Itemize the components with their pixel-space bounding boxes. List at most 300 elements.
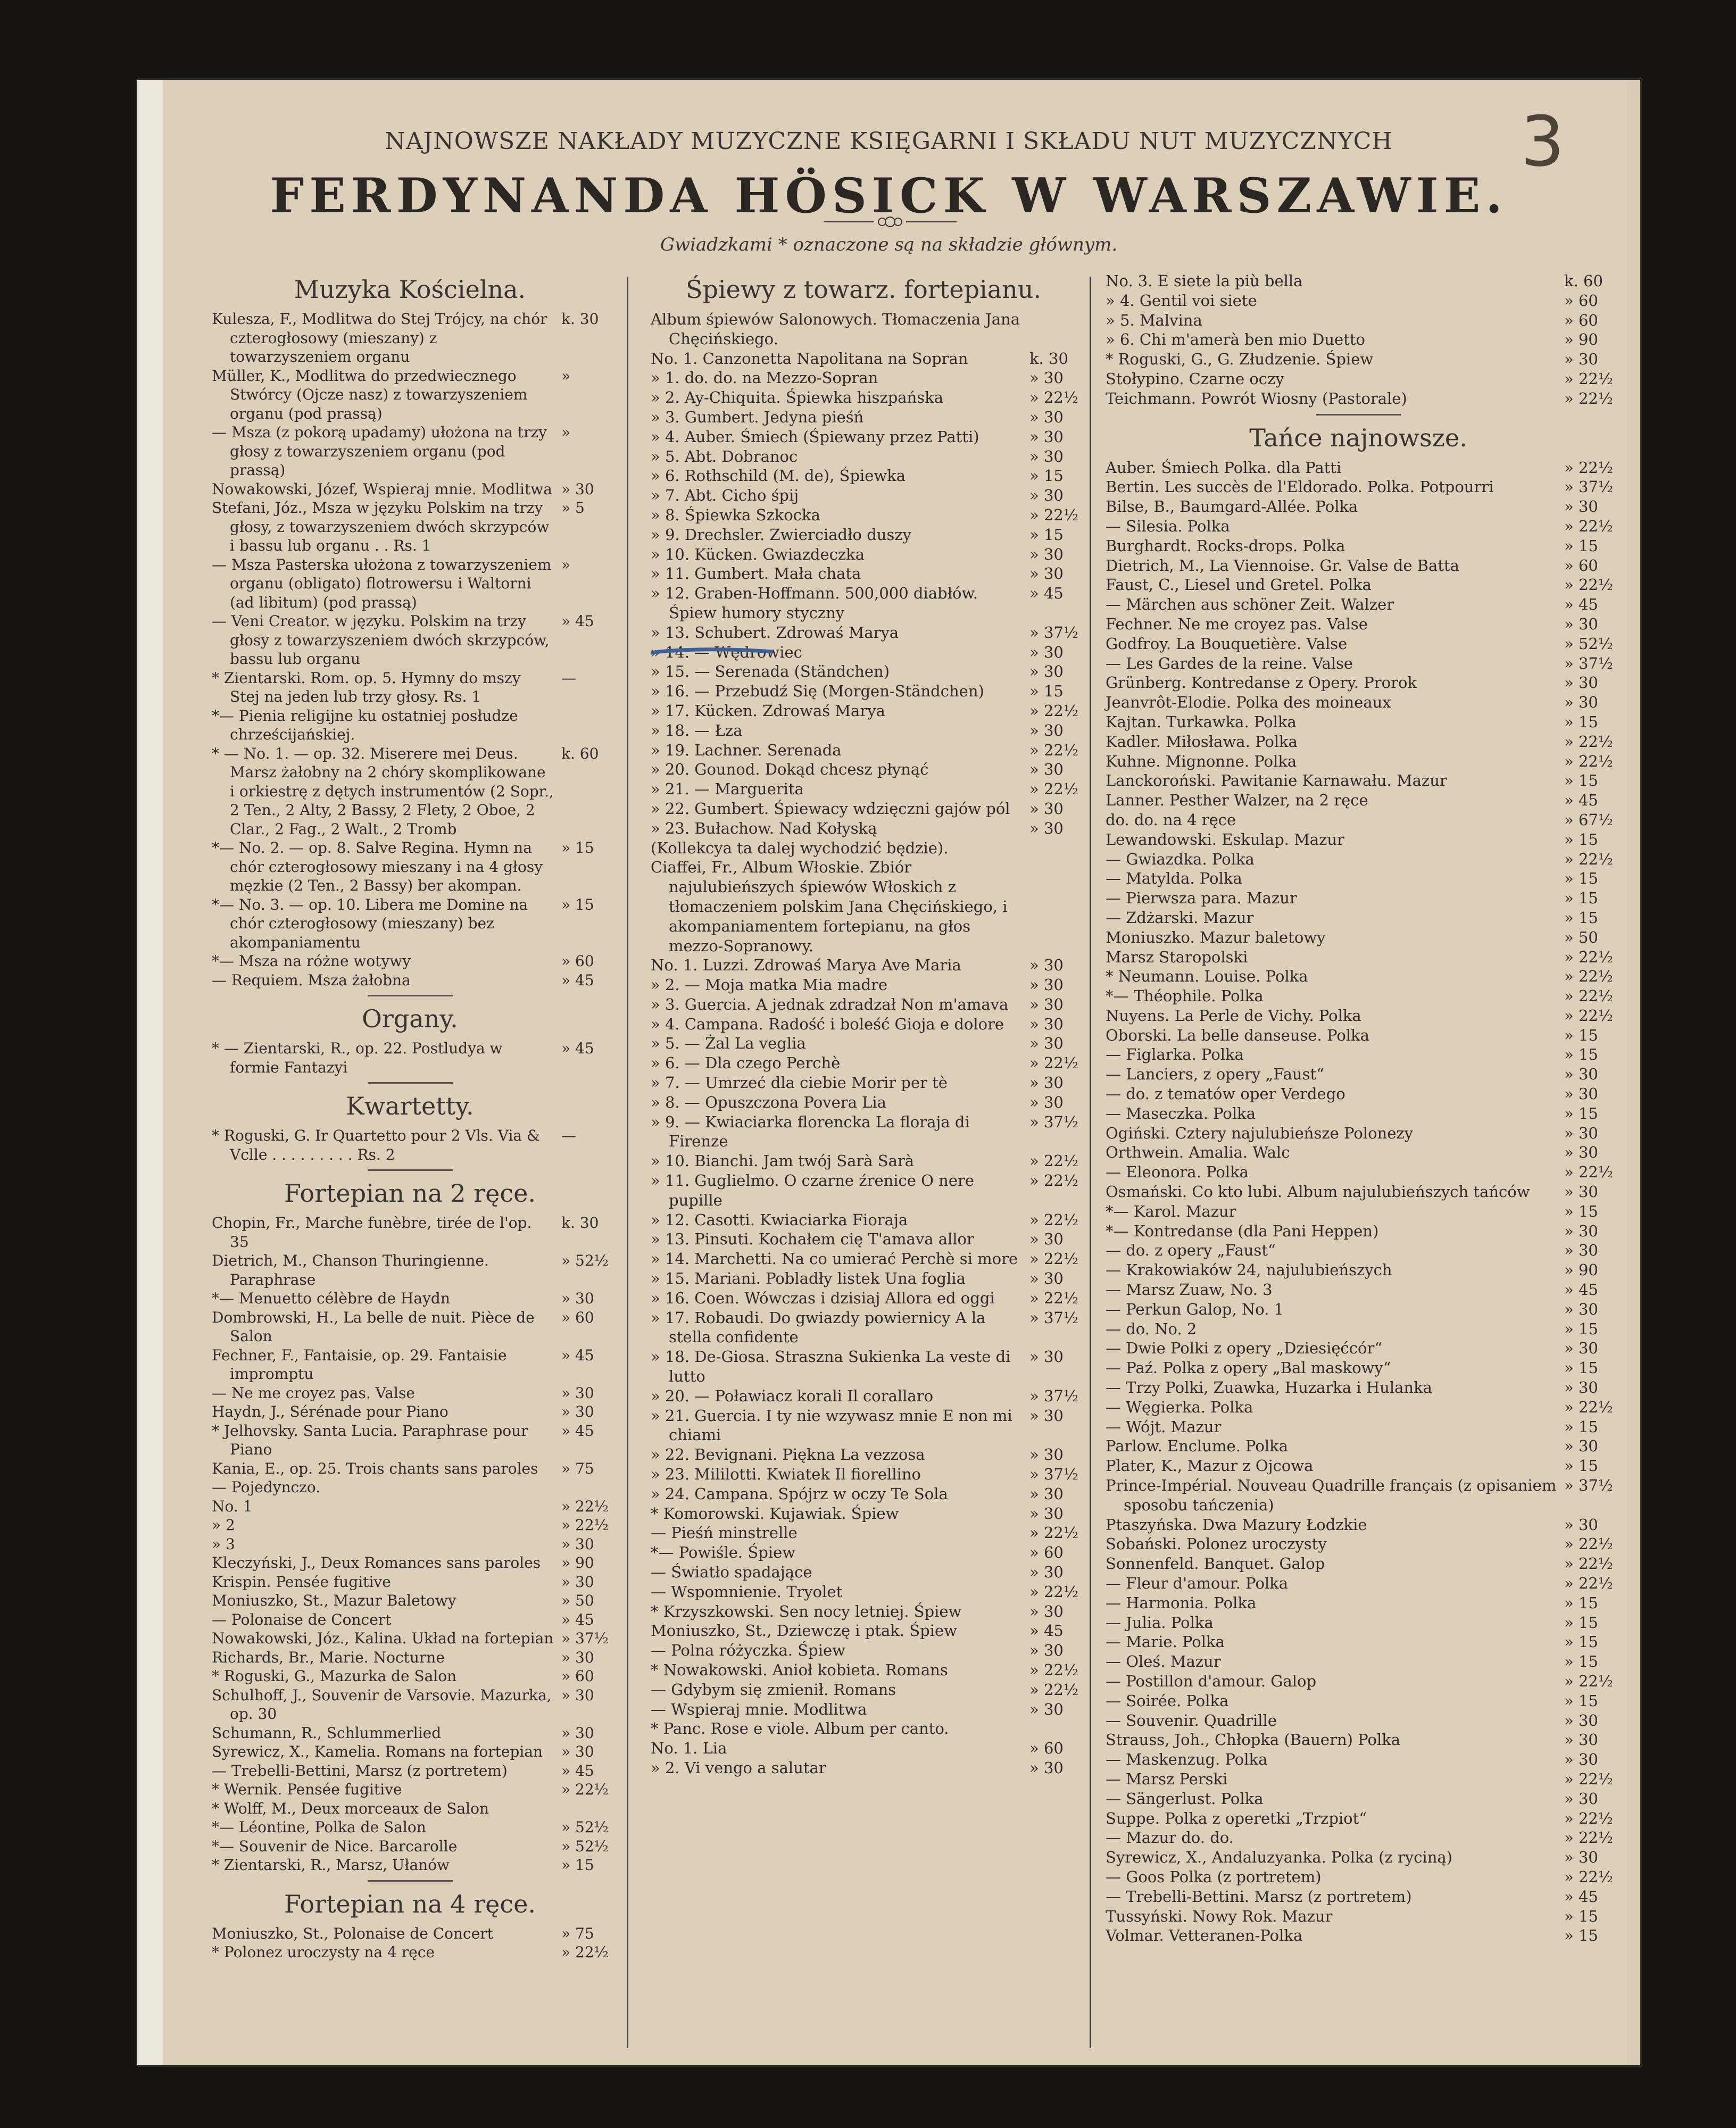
entry-title: No. 1	[212, 1497, 253, 1515]
entry-price: » 45	[561, 1040, 594, 1057]
entry-price: » 30	[1564, 1241, 1598, 1260]
entry-price: » 30	[1029, 1563, 1064, 1581]
entry-price: » 22½	[1564, 1769, 1613, 1788]
entry-title: *— Pienia religijne ku ostatniej posłudze chrześcijańskiej.	[212, 706, 518, 743]
entry-price: » 22½	[1564, 987, 1613, 1005]
entry-title: — Trzy Polki, Zuawka, Huzarka i Hulanka	[1106, 1378, 1432, 1397]
catalog-entry	[1106, 1926, 1611, 1946]
entry-price: » 30	[1029, 721, 1064, 739]
entry-title: * Jelhovsky. Santa Lucia. Paraphrase pour Piano	[212, 1422, 528, 1458]
catalog-entry	[212, 367, 608, 423]
catalog-entry	[212, 1251, 608, 1289]
entry-title: Lewandowski. Eskulap. Mazur	[1106, 830, 1344, 849]
entry-title: — Krakowiaków 24, najulubieńszych	[1106, 1261, 1392, 1279]
entry-price: » 30	[1564, 350, 1598, 369]
entry-title: — Pieśń minstrelle	[651, 1524, 798, 1542]
catalog-page	[137, 80, 1640, 2065]
catalog-entry	[1106, 311, 1611, 330]
catalog-entry	[651, 662, 1076, 681]
catalog-entry	[651, 1700, 1076, 1719]
catalog-entry	[1106, 1789, 1611, 1809]
entry-price: » 22½	[1564, 1006, 1613, 1025]
catalog-entry	[1106, 1104, 1611, 1124]
entry-price: » 22½	[1564, 369, 1613, 388]
entry-price: » 30	[1029, 369, 1064, 387]
catalog-entry	[651, 1308, 1076, 1348]
entry-price: » 22½	[1029, 701, 1078, 720]
entry-title: — Perkun Galop, No. 1	[1106, 1300, 1284, 1318]
catalog-entry	[212, 1308, 608, 1346]
entry-price: » 30	[1029, 1602, 1064, 1620]
catalog-entry	[651, 310, 1076, 349]
entry-price: » 30	[1029, 1269, 1064, 1288]
entry-price: » 22½	[1564, 1828, 1613, 1847]
entry-title: * Krzyszkowski. Sen nocy letniej. Śpiew	[651, 1602, 962, 1620]
entry-price: » 30	[1029, 1484, 1064, 1503]
entry-title: Chopin, Fr., Marche funèbre, tirée de l'op. 35	[212, 1214, 532, 1251]
catalog-entry	[1106, 271, 1611, 291]
entry-price: » 30	[1029, 564, 1064, 583]
entry-title: Teichmann. Powrót Wiosny (Pastorale)	[1106, 389, 1407, 408]
catalog-entry	[212, 1039, 608, 1077]
entry-title: » 18. — Łza	[651, 721, 743, 739]
catalog-entry	[651, 819, 1076, 838]
entry-price: » 30	[1029, 1348, 1064, 1366]
entry-title: *— Souvenir de Nice. Barcarolle	[212, 1837, 458, 1855]
catalog-entry	[1106, 752, 1611, 771]
catalog-entry	[212, 1289, 608, 1308]
catalog-entry	[651, 1112, 1076, 1152]
entry-title: * Polonez uroczysty na 4 ręce	[212, 1943, 435, 1961]
catalog-entry	[651, 427, 1076, 447]
entry-title: — Figlarka. Polka	[1106, 1045, 1244, 1064]
catalog-entry	[1106, 771, 1611, 791]
entry-price: » 30	[561, 480, 594, 498]
blue-ink-underline	[651, 646, 773, 656]
entry-price: » 30	[1029, 662, 1064, 681]
entry-price: » 30	[1564, 1378, 1598, 1397]
entry-price: k. 30	[561, 310, 599, 328]
entry-title: Plater, K., Mazur z Ojcowa	[1106, 1457, 1314, 1475]
catalog-entry	[1106, 1260, 1611, 1280]
entry-price: » 15	[1564, 1417, 1598, 1436]
entry-title: » 12. Graben-Hoffmann. 500,000 diabłów. Śpiew humory styczny	[651, 584, 978, 622]
entry-title: » 5. Malvina	[1106, 311, 1202, 329]
entry-price: » 22½	[1564, 576, 1613, 594]
section-separator	[368, 1169, 453, 1171]
entry-title: *— Karol. Mazur	[1106, 1202, 1236, 1220]
entry-title: Lanckoroński. Pawitanie Karnawału. Mazur	[1106, 771, 1447, 790]
entry-price: » 30	[1564, 1515, 1598, 1534]
catalog-entry	[651, 1719, 1076, 1739]
entry-title: Kania, E., op. 25. Trois chants sans paroles	[212, 1459, 538, 1477]
entry-price: » 30	[1564, 1065, 1598, 1084]
entry-price: » 15	[1564, 1359, 1598, 1377]
entry-price: » 22½	[1564, 1809, 1613, 1827]
entry-title: » 6. — Dla czego Perchè	[651, 1054, 841, 1073]
entry-title: * Komorowski. Kujawiak. Śpiew	[651, 1504, 899, 1523]
publisher-title: FERDYNANDA HÖSICK W WARSZAWIE.	[270, 168, 1508, 224]
catalog-entry	[212, 423, 608, 480]
entry-title: — Les Gardes de la reine. Valse	[1106, 654, 1353, 672]
catalog-entry	[651, 1210, 1076, 1230]
entry-price: » 30	[1029, 1641, 1064, 1660]
catalog-entry	[1106, 908, 1611, 928]
entry-title: » 5. — Żal La veglia	[651, 1034, 806, 1053]
catalog-entry	[1106, 850, 1611, 869]
catalog-entry	[651, 1171, 1076, 1210]
entry-price: » 22½	[561, 1497, 609, 1515]
catalog-entry	[1106, 1828, 1611, 1848]
paper-right-edge	[1627, 80, 1640, 2065]
entry-price: » 30	[1564, 1124, 1598, 1142]
entry-price: » 45	[1029, 1622, 1064, 1640]
catalog-entry	[1106, 1124, 1611, 1143]
entry-title: » 4. Gentil voi siete	[1106, 291, 1257, 310]
entry-price: » 22½	[1564, 1867, 1613, 1886]
entry-title: Richards, Br., Marie. Nocturne	[212, 1648, 445, 1666]
entry-title: — Msza Pasterska ułożona z towarzyszeniem organu (obligato) flotrowersu i Waltorni (ad libitum) (pod prassą)	[212, 555, 552, 611]
entry-price: k. 60	[1564, 272, 1603, 290]
catalog-entry	[651, 1386, 1076, 1406]
entry-title: — Sängerlust. Polka	[1106, 1789, 1264, 1808]
entry-price: » 30	[1029, 545, 1064, 563]
catalog-entry	[1106, 1848, 1611, 1867]
entry-title: Faust, C., Liesel und Gretel. Polka	[1106, 576, 1372, 594]
catalog-entry	[1106, 1515, 1611, 1535]
entry-price: » 15	[561, 839, 594, 857]
catalog-entry	[1106, 1652, 1611, 1672]
entry-title: » 21. Guercia. I ty nie wzywasz mnie E non mi chiami	[651, 1406, 1012, 1444]
entry-title: Moniuszko. Mazur baletowy	[1106, 928, 1326, 946]
entry-price: » 90	[561, 1554, 594, 1572]
entry-title: — Maseczka. Polka	[1106, 1104, 1256, 1123]
entry-price: » 45	[1564, 791, 1598, 810]
entry-title: * — No. 1. — op. 32. Miserere mei Deus. Marsz żałobny na 2 chóry skomplikowane i orkiestrę z dętych instrumentów (2 Sopr., 2 Ten., 2 Alty, 2 Bassy, 2 Flety, 2 Oboe, 2 Clar., 2 Fag., 2 Walt., 2 Tromb	[212, 744, 554, 838]
entry-title: Suppe. Polka z operetki „Trzpiot“	[1106, 1809, 1367, 1827]
entry-title: » 6. Rothschild (M. de), Śpiewka	[651, 467, 906, 485]
catalog-entry	[1106, 1084, 1611, 1104]
catalog-entry	[1106, 1750, 1611, 1769]
entry-title: * Roguski, G., G. Złudzenie. Śpiew	[1106, 350, 1374, 369]
catalog-entry	[212, 669, 608, 706]
decorative-flourish	[824, 215, 957, 228]
section-heading: Śpiewy z towarz. fortepianu.	[685, 275, 1042, 304]
catalog-entry	[651, 1406, 1076, 1445]
entry-price: » 75	[561, 1924, 594, 1942]
catalog-entry	[1106, 1574, 1611, 1593]
entry-title: » 3	[212, 1535, 235, 1553]
entry-title: » 18. De-Giosa. Strasznа Sukienka La veste di lutto	[651, 1348, 1011, 1386]
entry-price: » 15	[1564, 1691, 1598, 1710]
entry-title: — Trebelli-Bettini. Marsz (z portretem)	[1106, 1887, 1412, 1906]
entry-title: — Oleś. Mazur	[1106, 1652, 1221, 1671]
entry-price: » 22½	[1029, 1171, 1078, 1190]
entry-title: » 17. Robaudi. Do gwiazdy powiernicy A la stella confidente	[651, 1308, 986, 1346]
entry-price: » 22½	[1564, 1163, 1613, 1182]
entry-price: » 22½	[1564, 1672, 1613, 1690]
entry-title: » 7. Abt. Cicho śpij	[651, 486, 799, 505]
entry-price: » 37½	[1029, 1465, 1078, 1484]
entry-price: »	[561, 555, 571, 573]
entry-title: — Trebelli-Bettini, Marsz (z portretem)	[212, 1761, 508, 1780]
column-left	[212, 271, 608, 1962]
entry-title: — Märchen aus schöner Zeit. Walzer	[1106, 595, 1394, 614]
entry-price: » 15	[561, 1856, 594, 1874]
catalog-entry	[1106, 1907, 1611, 1926]
entry-title: Syrewicz, X., Kamelia. Romans na fortepian	[212, 1743, 543, 1760]
catalog-entry	[1106, 1358, 1611, 1378]
entry-price: » 22½	[1029, 1210, 1078, 1229]
entry-title: *— No. 2. — op. 8. Salve Regina. Hymn na chór czterogłosowy mieszany i na 4 głosy męzkie (2 Ten., 2 Bassy) ber akompan.	[212, 839, 543, 894]
entry-price: » 15	[1029, 525, 1064, 544]
entry-title: » 13. Pinsuti. Kochałem cię T'amava allor	[651, 1230, 974, 1249]
entry-price: » 22½	[1564, 947, 1613, 966]
entry-title: No. 1. Lia	[651, 1739, 727, 1758]
catalog-entry	[1106, 1300, 1611, 1319]
entry-price: » 15	[1029, 682, 1064, 701]
entry-price: —	[561, 669, 576, 687]
entry-title: » 15. Mariani. Pobladły listek Una foglia	[651, 1269, 966, 1288]
catalog-entry	[651, 466, 1076, 486]
entry-price: » 15	[1564, 1104, 1598, 1123]
entry-price: » 15	[1564, 908, 1598, 927]
entry-title: Stefani, Józ., Msza w języku Polskim na trzy głosy, z towarzyszeniem dwóch skrzypców i bassu lub organu . . Rs. 1	[212, 499, 550, 554]
catalog-entry	[651, 701, 1076, 721]
entry-title: — Silesia. Polka	[1106, 517, 1230, 535]
entry-title: — Polna różyczka. Śpiew	[651, 1641, 845, 1660]
entry-title: » 2. — Moja matka Mia madre	[651, 976, 888, 994]
entry-title: Kleczyński, J., Deux Romances sans paroles	[212, 1554, 541, 1572]
catalog-entry	[212, 895, 608, 952]
section-separator	[1316, 414, 1401, 415]
entry-title: *— Léontine, Polka de Salon	[212, 1818, 426, 1836]
entry-title: Kajtan. Turkawka. Polka	[1106, 712, 1297, 731]
entry-title: — Wspieraj mnie. Modlitwa	[651, 1700, 867, 1718]
catalog-entry	[651, 975, 1076, 995]
catalog-entry	[651, 505, 1076, 525]
entry-price: » 30	[1029, 486, 1064, 505]
catalog-entry	[1106, 575, 1611, 595]
entry-price: » 15	[1564, 1202, 1598, 1220]
catalog-entry	[1106, 1730, 1611, 1750]
entry-price: » 50	[1564, 928, 1598, 946]
entry-title: — Lanciers, z opery „Faust“	[1106, 1065, 1324, 1084]
entry-title: — Requiem. Msza żałobna	[212, 971, 411, 989]
entry-title: » 14. — Wędrowiec	[651, 643, 802, 661]
catalog-entry	[1106, 1534, 1611, 1554]
entry-price: » 90	[1564, 1261, 1598, 1279]
catalog-entry	[651, 1289, 1076, 1308]
entry-price: » 22½	[1029, 1054, 1078, 1073]
entry-price: » 5	[561, 499, 585, 517]
catalog-entry	[212, 1648, 608, 1667]
entry-title: Fechner, F., Fantaisie, op. 29. Fantaisie impromptu	[212, 1346, 507, 1383]
entry-price: » 50	[561, 1592, 594, 1609]
catalog-entry	[651, 1093, 1076, 1112]
catalog-entry	[651, 1053, 1076, 1073]
catalog-entry	[651, 721, 1076, 741]
entry-title: Moniuszko, St., Dziewczę i ptak. Śpiew	[651, 1622, 957, 1640]
entry-title: *— Msza na różne wotywy	[212, 952, 411, 970]
catalog-entry	[1106, 888, 1611, 908]
catalog-entry	[1106, 1613, 1611, 1633]
entry-price: » 37½	[1029, 1308, 1078, 1327]
entry-title: (Kollekcya ta dalej wychodzić będzie).	[651, 838, 949, 857]
entry-title: — Souvenir. Quadrille	[1106, 1711, 1277, 1730]
catalog-entry	[1106, 634, 1611, 654]
catalog-entry	[1106, 369, 1611, 389]
catalog-entry	[651, 525, 1076, 545]
entry-title: — Ne me croyez pas. Valse	[212, 1384, 415, 1402]
catalog-entry	[1106, 1241, 1611, 1260]
entry-title: * Wernik. Pensée fugitive	[212, 1781, 402, 1798]
catalog-entry	[212, 1856, 608, 1875]
entry-title: » 23. Bułachow. Nad Kołyską	[651, 819, 877, 837]
entry-title: * Nowakowski. Anioł kobieta. Romans	[651, 1660, 948, 1679]
catalog-entry	[212, 1837, 608, 1856]
entry-title: Album śpiewów Salonowych. Tłomaczenia Jana Chęcińskiego.	[651, 310, 1020, 348]
entry-price: » 15	[1564, 1613, 1598, 1632]
section-heading: Kwartetty.	[346, 1092, 474, 1120]
entry-title: Orthwein. Amalia. Walc	[1106, 1143, 1290, 1162]
entry-title: » 16. — Przebudź Się (Morgen-Ständchen)	[651, 682, 984, 701]
section-heading: Fortepian na 2 ręce.	[284, 1179, 536, 1208]
entry-price: » 30	[561, 1573, 594, 1591]
entry-price: » 22½	[1564, 1535, 1613, 1553]
catalog-entry	[651, 1015, 1076, 1034]
entry-price: » 15	[1564, 1026, 1598, 1044]
entry-price: » 30	[1564, 1750, 1598, 1769]
catalog-entry	[212, 1553, 608, 1573]
catalog-entry	[212, 1573, 608, 1592]
entry-title: Kadler. Miłosława. Polka	[1106, 732, 1298, 751]
entry-price: »	[561, 423, 571, 441]
entry-title: — Matylda. Polka	[1106, 869, 1242, 888]
entry-price: » 37½	[1564, 654, 1613, 672]
entry-price: » 22½	[1564, 1555, 1613, 1573]
entry-price: » 22½	[1564, 850, 1613, 868]
entry-price: » 15	[1564, 1457, 1598, 1475]
entry-price: » 30	[1029, 995, 1064, 1013]
entry-title: — Paź. Polka z opery „Bal maskowy“	[1106, 1359, 1391, 1377]
entry-price: » 22½	[1029, 1289, 1078, 1307]
catalog-entry	[1106, 1417, 1611, 1437]
entry-price: » 15	[1564, 830, 1598, 849]
entry-price: » 30	[1029, 408, 1064, 426]
entry-title: Moniuszko, St., Polonaise de Concert	[212, 1924, 493, 1942]
entry-title: Dietrich, M., Chanson Thuringienne. Paraphrase	[212, 1252, 489, 1289]
entry-price: » 30	[1029, 799, 1064, 818]
section-heading: Muzyka Kościelna.	[294, 275, 526, 304]
entry-title: — Msza (z pokorą upadamy) ułożona na trzy głosy z towarzyszeniem organu (pod prassą)	[212, 423, 547, 479]
subtitle-note: Gwiadzkami * oznaczone są na składzie głównym.	[660, 234, 1118, 255]
entry-price: » 30	[1029, 760, 1064, 779]
catalog-entry	[1106, 497, 1611, 517]
entry-title: Lanner. Pesther Walzer, na 2 ręce	[1106, 791, 1368, 810]
catalog-entry	[651, 1034, 1076, 1053]
entry-title: Parlow. Enclume. Polka	[1106, 1437, 1288, 1456]
entry-price: » 52½	[561, 1837, 609, 1855]
catalog-entry	[1106, 1476, 1611, 1515]
entry-title: Nowakowski, Józ., Kalina. Układ na fortepian	[212, 1630, 554, 1647]
catalog-entry	[1106, 1456, 1611, 1476]
catalog-entry	[1106, 517, 1611, 536]
catalog-entry	[1106, 1711, 1611, 1731]
catalog-entry	[1106, 1221, 1611, 1241]
catalog-entry	[651, 408, 1076, 427]
catalog-entry	[651, 799, 1076, 819]
catalog-entry	[212, 1799, 608, 1818]
catalog-entry	[651, 681, 1076, 701]
entry-title: » 14. Marchetti. Na co umierać Perchè si more	[651, 1250, 1018, 1268]
entry-price: » 90	[1564, 330, 1598, 349]
entry-title: » 2. Ay-Chiquita. Śpiewka hiszpańska	[651, 388, 943, 407]
entry-title: » 2. Vi vengo a salutar	[651, 1758, 826, 1777]
catalog-entry	[212, 1213, 608, 1251]
entry-title: » 10. Bianchi. Jam twój Sarà Sarà	[651, 1152, 915, 1170]
entry-title: Fechner. Ne me croyez pas. Valse	[1106, 614, 1368, 633]
catalog-entry	[1106, 614, 1611, 634]
entry-price: » 45	[561, 1610, 594, 1628]
catalog-entry	[212, 1667, 608, 1686]
entry-title: Marsz Staropolski	[1106, 947, 1248, 966]
entry-price: » 30	[1029, 1504, 1064, 1523]
entry-title: Moniuszko, St., Mazur Baletowy	[212, 1592, 456, 1609]
entry-price: » 15	[1564, 1926, 1598, 1945]
header-line: NAJNOWSZE NAKŁADY MUZYCZNE KSIĘGARNI I SKŁADU NUT MUZYCZNYCH	[385, 128, 1393, 155]
entry-price: » 15	[1564, 1652, 1598, 1671]
entry-price: » 30	[1029, 1015, 1064, 1033]
entry-title: — Soirée. Polka	[1106, 1691, 1229, 1710]
catalog-entry	[1106, 1593, 1611, 1613]
entry-price: » 22½	[1029, 741, 1078, 759]
catalog-entry	[651, 779, 1076, 799]
catalog-entry	[1106, 536, 1611, 556]
catalog-entry	[1106, 291, 1611, 311]
entry-price: » 22½	[1564, 517, 1613, 535]
column-middle	[651, 271, 1076, 1778]
entry-title: » 22. Bevignani. Piękna La vezzosa	[651, 1445, 925, 1464]
entry-price: » 52½	[1564, 634, 1613, 653]
entry-price: » 30	[1029, 427, 1064, 446]
entry-price: » 60	[1029, 1739, 1064, 1758]
entry-title: » 15. — Serenada (Ständchen)	[651, 662, 890, 681]
entry-title: Bertin. Les succès de l'Eldorado. Polka. Potpourri	[1106, 478, 1494, 496]
entry-title: » 2	[212, 1516, 235, 1534]
entry-title: — Postillon d'amour. Galop	[1106, 1672, 1317, 1690]
catalog-entry	[1106, 1319, 1611, 1339]
catalog-entry	[651, 1073, 1076, 1093]
entry-price: » 30	[1029, 1700, 1064, 1718]
entry-price: » 22½	[1029, 1152, 1078, 1170]
entry-price: » 22½	[1564, 967, 1613, 986]
entry-price: » 15	[1564, 869, 1598, 888]
catalog-entry	[212, 612, 608, 669]
entry-price: » 45	[561, 612, 594, 630]
entry-price: » 30	[1564, 1143, 1598, 1162]
entry-title: Osmański. Co kto lubi. Album najulubieńszych tańców	[1106, 1183, 1530, 1201]
entry-price: —	[561, 1127, 576, 1144]
section-heading: Organy.	[362, 1004, 458, 1033]
catalog-entry	[1106, 1026, 1611, 1045]
catalog-entry	[651, 1543, 1076, 1562]
catalog-entry	[212, 1535, 608, 1554]
entry-price: » 22½	[1564, 752, 1613, 770]
entry-title: Volmar. Vetteranen-Polka	[1106, 1926, 1303, 1945]
entry-title: Jeanvrôt-Elodie. Polka des moineaux	[1106, 693, 1391, 712]
catalog-entry	[1106, 1769, 1611, 1789]
